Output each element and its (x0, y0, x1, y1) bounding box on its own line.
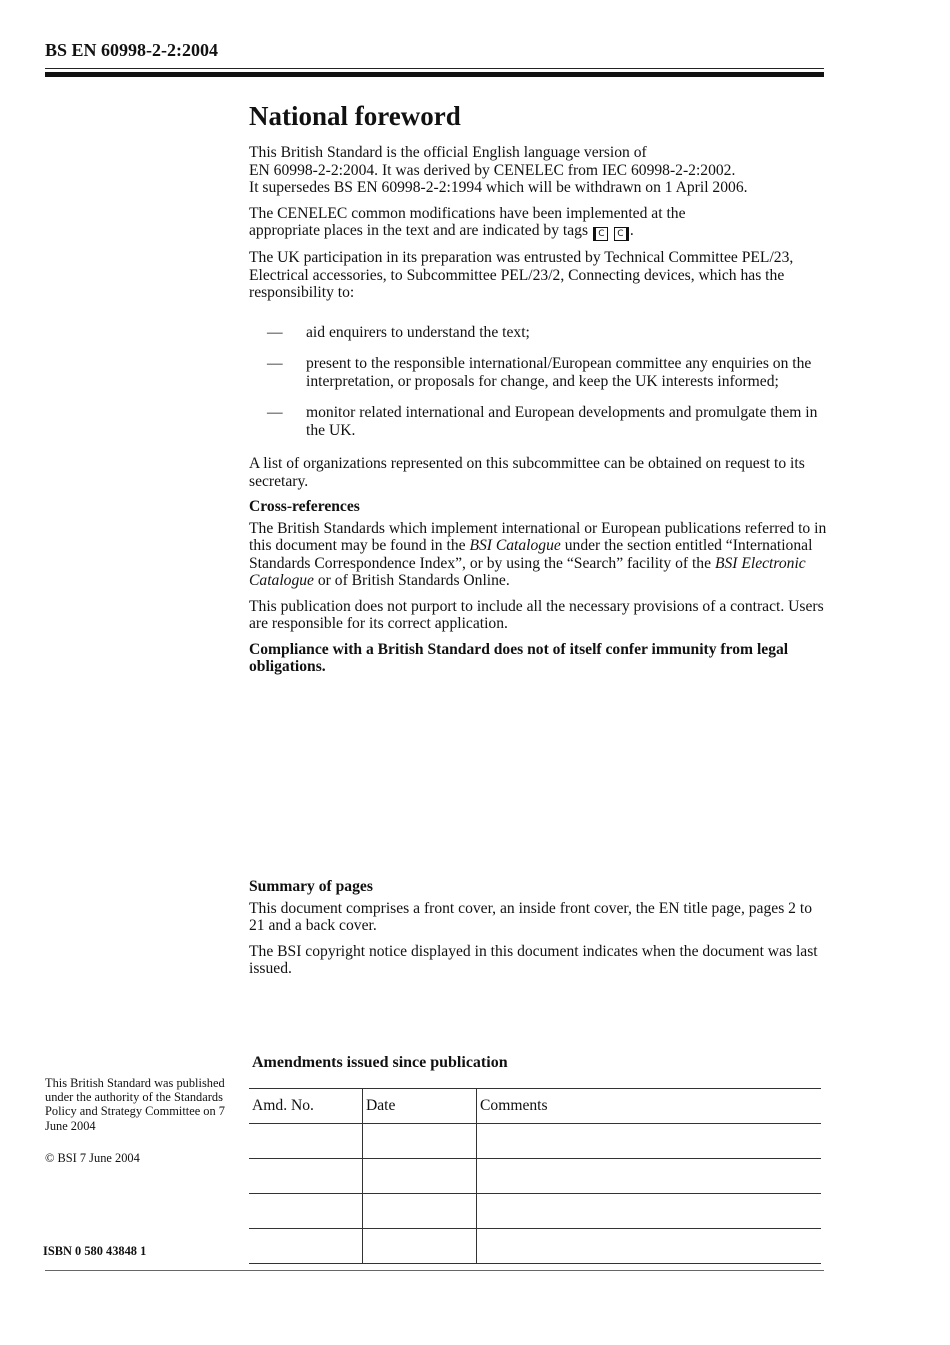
foreword-para-2-line: appropriate places in the text and are indicated by tags (249, 222, 589, 239)
cross-ref-text: under the section entitled “International Standards Correspondence Index”, or by using the “Search” facility of the (249, 537, 813, 572)
common-modification-close-tag-icon: C (614, 227, 629, 241)
amendments-table (249, 1088, 821, 1264)
common-modification-open-tag-icon: C (593, 227, 608, 241)
foreword-para-4: A list of organizations represented on this subcommittee can be obtained on request to its secretary. (249, 455, 805, 490)
isbn-number: ISBN 0 580 43848 1 (43, 1244, 147, 1258)
amendments-title: Amendments issued since publication (252, 1054, 508, 1071)
dash-bullet: — (267, 323, 283, 341)
copyright-notice: © BSI 7 June 2004 (45, 1150, 140, 1165)
dash-bullet: — (267, 404, 283, 421)
foreword-para-1-line: It supersedes BS EN 60998-2-2:1994 which will be withdrawn on 1 April 2006. (249, 179, 748, 196)
publication-sidebar (45, 1076, 235, 1183)
table-cell (363, 1159, 477, 1194)
summary-para-1: This document comprises a front cover, an inside front cover, the EN title page, pages 2 to 21 and a back cover. (249, 899, 812, 934)
list-item-text: monitor related international and European developments and promulgate them in the UK. (306, 404, 818, 439)
table-cell (363, 1229, 477, 1264)
footer-rule (45, 1270, 824, 1271)
list-item (249, 355, 827, 390)
list-item (249, 324, 827, 342)
header-rule-thin (45, 68, 824, 69)
table-cell (249, 1194, 363, 1229)
table-cell (249, 1124, 363, 1159)
table-cell (249, 1229, 363, 1264)
list-item (249, 404, 827, 439)
column-header-comments: Comments (477, 1089, 822, 1124)
cross-references-para (249, 520, 827, 590)
table-row (249, 1124, 821, 1159)
table-row (249, 1229, 821, 1264)
foreword-section (249, 100, 827, 684)
summary-section (249, 872, 827, 986)
list-item-text: present to the responsible international/European committee any enquiries on the interpretation, or proposals for change, and keep the UK interests informed; (306, 355, 812, 390)
foreword-para-1-line: EN 60998-2-2:2004. It was derived by CENELEC from IEC 60998-2-2:2002. (249, 161, 736, 179)
bsi-electronic-catalogue-title: BSI Electronic Catalogue (249, 554, 806, 589)
table-cell (249, 1159, 363, 1194)
table-header-row (249, 1089, 821, 1124)
table-row (249, 1159, 821, 1194)
foreword-para-6: This publication does not purport to include all the necessary provisions of a contract. Users are responsible for its correct application. (249, 597, 824, 632)
table-cell (477, 1229, 822, 1264)
table-cell (477, 1124, 822, 1159)
foreword-para-2: The CENELEC common modifications have been implemented at the appropriate places in the text and are indicated by tags C C . (249, 205, 827, 242)
dash-bullet: — (267, 355, 283, 372)
compliance-statement: Compliance with a British Standard does not of itself confer immunity from legal obligations. (249, 640, 789, 675)
cross-ref-text: The British Standards which implement international or European publications referred to in this document may be found in the (249, 519, 827, 554)
foreword-para-3: The UK participation in its preparation was entrusted by Technical Committee PEL/23, Electrical accessories, to Subcommittee PEL/23/2, Connecting devices, which has the responsibility to: (249, 249, 794, 301)
foreword-para-1-line: This British Standard is the official English language version of (249, 144, 647, 161)
list-item-text: aid enquirers to understand the text; (306, 323, 530, 341)
standard-code: BS EN 60998-2-2:2004 (45, 40, 219, 60)
summary-para-2: The BSI copyright notice displayed in this document indicates when the document was last issued. (249, 942, 818, 977)
foreword-para-1 (249, 144, 827, 197)
page-title: National foreword (249, 101, 461, 131)
table-cell (477, 1194, 822, 1229)
column-header-amd-no: Amd. No. (249, 1089, 363, 1124)
table-row (249, 1194, 821, 1229)
table-cell (363, 1194, 477, 1229)
summary-heading: Summary of pages (249, 878, 373, 895)
cross-references-heading: Cross-references (249, 498, 360, 515)
foreword-para-2-line: The CENELEC common modifications have been implemented at the (249, 204, 686, 222)
cross-ref-text: or of British Standards Online. (313, 572, 510, 589)
header-rule-thick (45, 72, 824, 77)
responsibilities-list (249, 324, 827, 440)
publication-authority-note: This British Standard was published under the authority of the Standards Policy and Strategy Committee on 7 June 2004 (45, 1076, 225, 1133)
bsi-catalogue-title: BSI Catalogue (469, 537, 561, 554)
column-header-date: Date (363, 1089, 477, 1124)
table-cell (477, 1159, 822, 1194)
table-cell (363, 1124, 477, 1159)
